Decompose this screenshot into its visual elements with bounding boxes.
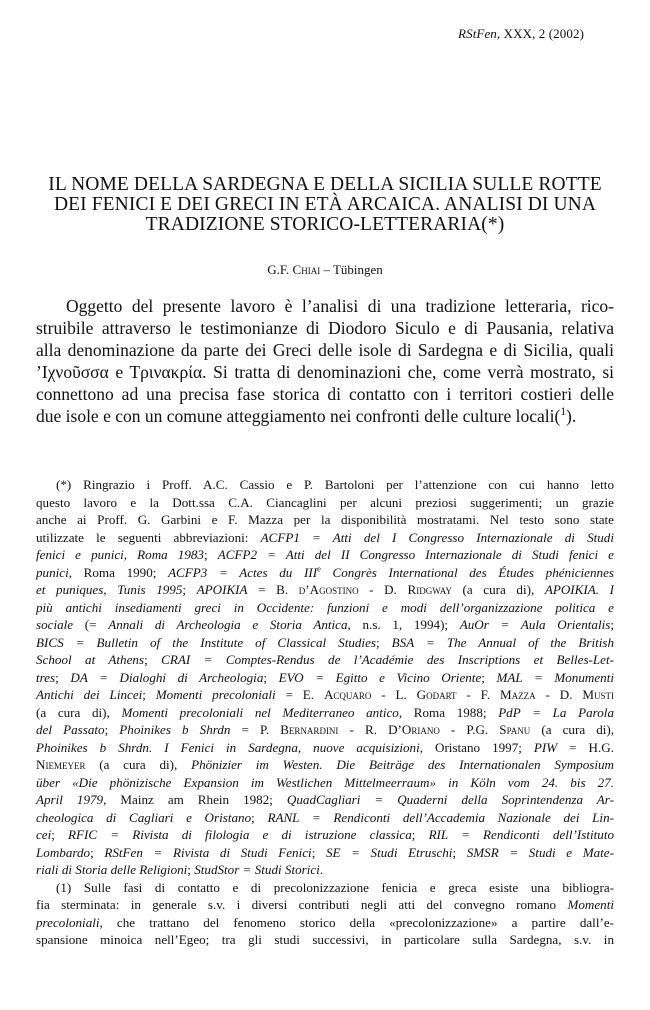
- fn-seg: ;: [610, 617, 614, 632]
- author-surname: Chiai: [292, 262, 321, 277]
- fn-seg: MAL = Monumenti: [496, 669, 614, 685]
- fn-seg: (a cura di),: [530, 722, 615, 737]
- fn-line: [36, 581, 614, 599]
- fn-seg: Momenti precoloniali nel Mediterraneo antico: [121, 704, 399, 720]
- fn-seg: = P.: [230, 722, 281, 737]
- fn-seg: ;: [51, 827, 69, 842]
- fn-seg: - D.: [535, 687, 583, 702]
- fn-seg: EVO = Egitto e Vicino Oriente: [278, 669, 482, 685]
- abstract-line: Oggetto del presente lavoro è l’analisi di una tradizione letteraria, rico-: [66, 296, 614, 316]
- author-initials: G.F.: [267, 262, 293, 277]
- fn-seg: Phönizier im Westen. Die Beiträge des Internationalen Symposium: [191, 757, 614, 772]
- fn-seg: più antichi insediamenti greci in Occidente: funzioni e modi dell’organizzazione politica e: [36, 599, 614, 615]
- fn-seg: Antichi dei Lincei: [36, 687, 143, 702]
- fn-seg: ;: [411, 827, 429, 842]
- fn-seg: ;: [187, 862, 195, 877]
- footnote-ref-1[interactable]: 1: [560, 406, 567, 419]
- fn-seg: RStFen = Rivista di Studi Fenici: [104, 844, 312, 860]
- fn-seg: ;: [144, 652, 162, 667]
- fn-line: spansione minoica nell’Egeo; tra gli studi successivi, in particolare sulla Sardegna, s.v. in: [36, 932, 614, 947]
- fn-seg: (a cura di),: [85, 757, 192, 772]
- fn-seg: School at Athens: [36, 652, 145, 667]
- fn-seg: tres: [36, 669, 56, 685]
- fn-seg: ;: [452, 844, 467, 860]
- fn-seg: Lombardo: [36, 844, 91, 860]
- fn-seg: CRAI = Comptes-Rendus de l’Académie des Inscriptions et Belles-Let-: [161, 652, 614, 667]
- fn-line: [36, 529, 614, 547]
- fn-seg: cheologica di Cagliari e Oristano: [36, 809, 252, 825]
- fn-line: [36, 599, 614, 617]
- fn-seg: (a cura di),: [451, 582, 545, 597]
- fn-line: [36, 686, 614, 704]
- fn-seg: Phoinikes b Shrdn. I Fenici in Sardegna, nuove acquisizioni: [36, 739, 420, 755]
- fn-line: [36, 634, 614, 652]
- fn-seg: ;: [182, 582, 197, 597]
- fn-line: questo lavoro e la Dott.ssa C.A. Ciancaglini per alcuni preziosi suggerimenti; un grazie: [36, 494, 614, 510]
- fn-seg: .: [319, 862, 324, 877]
- fn-seg: precoloniali: [36, 914, 100, 930]
- fn-seg: et puniques, Tunis 1995: [36, 582, 183, 597]
- fn-line: [36, 914, 614, 932]
- fn-seg: , Mainz am Rhein 1982;: [103, 792, 287, 807]
- fn-seg: Mazza: [500, 687, 536, 702]
- fn-line: [36, 809, 614, 827]
- fn-line: [36, 721, 614, 739]
- journal-name: RStFen: [458, 26, 497, 41]
- fn-seg: APOIKIA: [196, 582, 248, 597]
- fn-seg: SE = Studi Etruschi: [325, 844, 453, 860]
- fn-seg: = B.: [247, 582, 299, 597]
- fn-seg: ;: [90, 844, 105, 860]
- fn-seg: punici: [36, 564, 69, 580]
- fn-line: anche ai Proff. G. Garbini e F. Mazza per la disponibilità mostratami. Nel testo sono state: [36, 512, 614, 527]
- title-line: TRADIZIONE STORICO-LETTERARIA(*): [145, 214, 505, 235]
- fn-sup: e: [317, 563, 321, 574]
- fn-seg: = H.G.: [557, 739, 614, 755]
- fn-seg: ;: [251, 809, 268, 825]
- fn-seg: Musti: [582, 687, 614, 702]
- fn-seg: riali di Storia delle Religioni: [36, 862, 188, 877]
- article-title: [20, 175, 630, 235]
- fn-seg: fenici e punici, Roma 1983: [36, 547, 204, 562]
- footnote-1: [36, 879, 614, 949]
- fn-seg: April 1979: [36, 792, 104, 807]
- fn-seg: ;: [104, 722, 120, 737]
- author-line: [0, 262, 650, 278]
- fn-seg: BSA = The Annual of the British: [391, 634, 615, 650]
- author-affiliation: – Tübingen: [320, 262, 383, 277]
- fn-seg: ;: [311, 844, 326, 860]
- fn-seg: Acquaro: [323, 687, 372, 702]
- fn-seg: SMSR = Studi e Mate-: [466, 844, 614, 860]
- footnotes-section: [36, 476, 614, 949]
- fn-seg: (=: [73, 617, 109, 632]
- fn-line: [36, 616, 614, 634]
- fn-seg: - D.: [358, 582, 408, 597]
- fn-line: [36, 826, 614, 844]
- fn-seg: DA = Dialoghi di Archeologia: [70, 669, 264, 685]
- fn-seg: RIL = Rendiconti dell’Istituto: [428, 827, 615, 842]
- fn-line: [36, 669, 614, 687]
- fn-seg: - P.G.: [439, 722, 500, 737]
- fn-seg: Phoinikes b Shrdn: [119, 722, 231, 737]
- fn-line: [36, 564, 614, 582]
- abstract-line: connettono ad una precisa fase storica di contatto con i territori costieri delle: [36, 384, 614, 404]
- abstract-end: ).: [566, 406, 577, 426]
- fn-line: [36, 546, 614, 564]
- fn-line: [36, 844, 614, 862]
- fn-seg: fia sterminata: in generale s.v. i diversi contributi negli atti del convegno romano: [36, 897, 568, 912]
- fn-seg: Bernardini: [280, 722, 339, 737]
- fn-seg: über «Die phönizische Expansion im Westlichen Mittelmeerraum» in Köln vom 24. bis 27.: [36, 774, 614, 790]
- fn-seg: , Roma 1988;: [398, 704, 499, 720]
- fn-line: [36, 739, 614, 757]
- fn-seg: ;: [142, 687, 156, 702]
- abstract-line: ’Iχνοῦσσα e Tρινακρία. Si tratta di denominazioni che, come verrà mostrato, si: [36, 362, 614, 382]
- abstract-line: struibile attraverso le testimonianze di Diodoro Siculo e di Pausania, relativa: [36, 318, 614, 338]
- fn-seg: RFIC = Rivista di filologia e di istruzione classica: [68, 827, 412, 842]
- fn-seg: Momenti: [567, 897, 614, 912]
- fn-seg: Niemeyer: [36, 757, 86, 772]
- fn-seg: BICS = Bulletin of the Institute of Classical Studies: [36, 634, 376, 650]
- fn-seg: d’Agostino: [298, 582, 359, 597]
- fn-seg: sociale: [36, 617, 74, 632]
- fn-seg: , Roma 1990;: [68, 564, 169, 580]
- fn-seg: Congrès International des Études phéniciennes: [320, 564, 614, 580]
- fn-seg: - L.: [371, 687, 417, 702]
- fn-seg: - F.: [456, 687, 501, 702]
- fn-line: [36, 651, 614, 669]
- fn-seg: StudStor = Studi Storici: [194, 862, 320, 877]
- title-line: DEI FENICI E DEI GRECI IN ETÀ ARCAICA. ANALISI DI UNA: [53, 194, 597, 215]
- fn-line: [36, 896, 614, 914]
- fn-seg: ;: [263, 669, 279, 685]
- title-line: IL NOME DELLA SARDEGNA E DELLA SICILIA SULLE ROTTE: [48, 174, 602, 195]
- fn-line: [36, 791, 614, 809]
- fn-seg: cei: [36, 827, 52, 842]
- fn-line: [36, 756, 614, 774]
- fn-seg: PIW: [533, 739, 558, 755]
- fn-seg: (a cura di),: [36, 704, 122, 720]
- fn-seg: APOIKIA. I: [544, 582, 614, 597]
- fn-seg: Ridgway: [407, 582, 452, 597]
- fn-seg: = E.: [275, 687, 324, 702]
- fn-seg: D’Oriano: [388, 722, 440, 737]
- fn-seg: RANL = Rendiconti dell’Accademia Nazionale dei Lin-: [267, 809, 614, 825]
- abstract-text: due isole e con un comune atteggiamento nei confronti delle culture locali(: [36, 406, 561, 426]
- fn-seg: ;: [55, 669, 71, 685]
- fn-seg: ;: [203, 547, 218, 562]
- journal-volume: , XXX, 2 (2002): [496, 26, 584, 41]
- journal-reference: [458, 26, 584, 42]
- fn-seg: ACFP2 = Atti del II Congresso Internazionale di Studi fenici e: [217, 547, 614, 562]
- fn-seg: Momenti precoloniali: [155, 687, 276, 702]
- footnote-star: [36, 476, 614, 879]
- fn-seg: ;: [481, 669, 497, 685]
- fn-seg: ACFP3 = Actes du III: [168, 564, 318, 580]
- fn-seg: Godart: [416, 687, 457, 702]
- abstract-paragraph: [36, 295, 614, 427]
- fn-seg: ;: [375, 634, 392, 650]
- fn-line: (*) Ringrazio i Proff. A.C. Cassio e P. Bartoloni per l’attenzione con cui hanno letto: [56, 477, 614, 492]
- fn-seg: ACFP1 = Atti del I Congresso Internazionale di Studi: [260, 529, 614, 545]
- abstract-line: [36, 405, 614, 427]
- fn-seg: , n.s. 1, 1994);: [347, 617, 460, 632]
- fn-line: [36, 861, 614, 879]
- fn-seg: , Oristano 1997;: [419, 739, 534, 755]
- fn-seg: QuadCagliari = Quaderni della Soprintendenza Ar-: [286, 792, 614, 807]
- fn-seg: Spanu: [499, 722, 531, 737]
- fn-seg: - R.: [338, 722, 389, 737]
- abstract-line: alla denominazione da parte dei Greci delle isole di Sardegna e di Sicilia, quali: [36, 340, 614, 360]
- fn-seg: PdP = La Parola: [498, 704, 614, 720]
- fn-seg: AuOr = Aula Orientalis: [459, 617, 611, 632]
- fn-seg: , che trattano del fenomeno storico della «precolonizzazione» a partire dall’e-: [99, 914, 614, 930]
- fn-line: [36, 774, 614, 792]
- fn-seg: del Passato: [36, 722, 105, 737]
- fn-seg: utilizzate le seguenti abbreviazioni:: [36, 529, 261, 545]
- fn-seg: Annali di Archeologia e Storia Antica: [108, 617, 348, 632]
- fn-line: (1) Sulle fasi di contatto e di precolonizzazione fenicia e greca esiste una bibliogra-: [56, 879, 614, 895]
- fn-line: [36, 704, 614, 722]
